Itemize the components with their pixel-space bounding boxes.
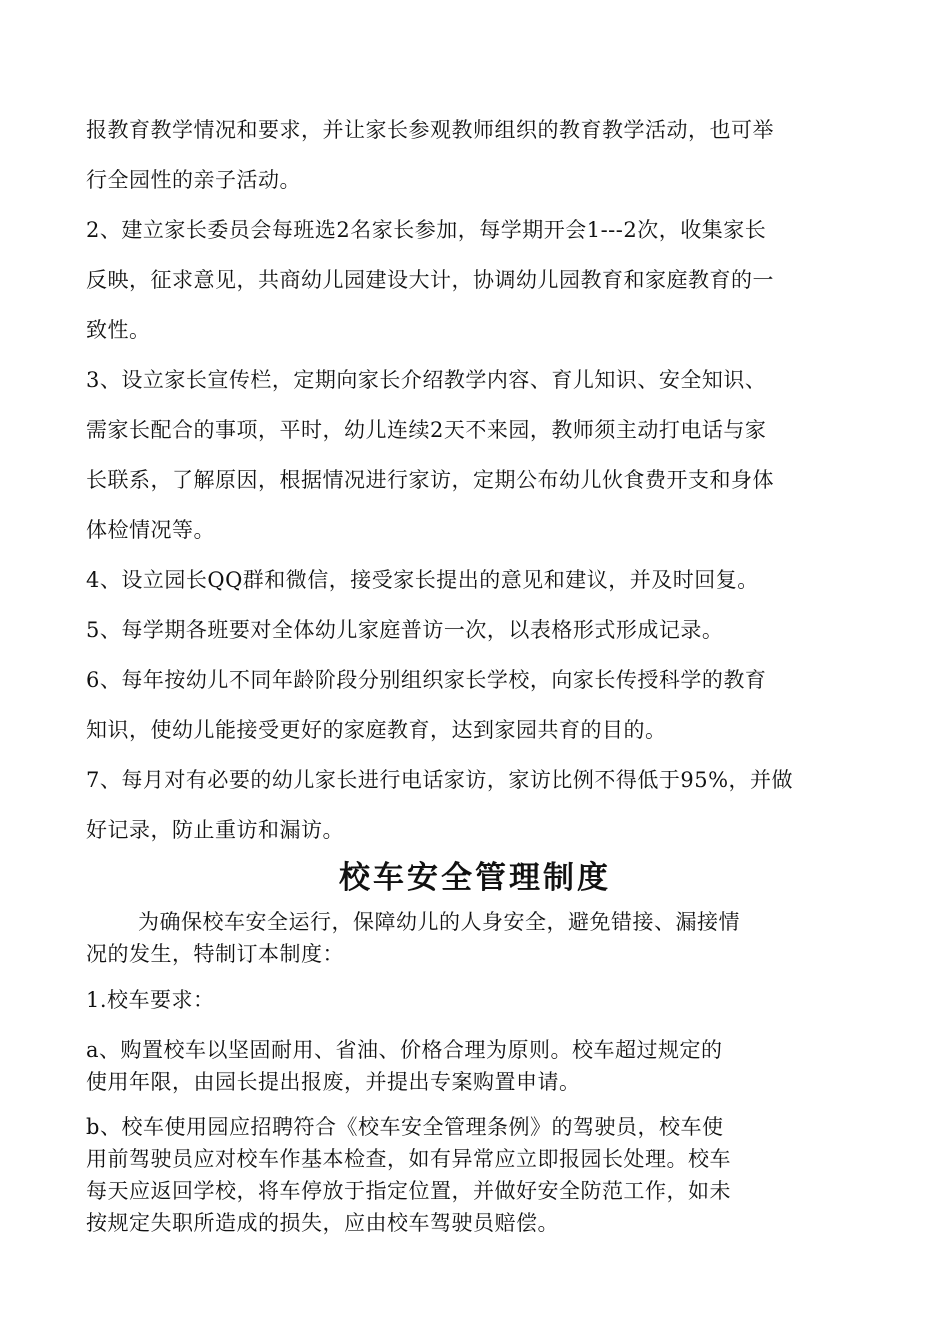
- text-line: 4、设立园长QQ群和微信，接受家长提出的意见和建议，并及时回复。: [86, 568, 759, 592]
- text-line: 按规定失职所造成的损失，应由校车驾驶员赔偿。: [86, 1211, 559, 1235]
- text-line: 反映，征求意见，共商幼儿园建设大计，协调幼儿园教育和家庭教育的一: [86, 268, 774, 292]
- item-b-paragraph: [86, 1111, 866, 1239]
- text-line: 体检情况等。: [86, 518, 215, 542]
- part1-paragraphs: [86, 105, 866, 855]
- text-line: 为确保校车安全运行，保障幼儿的人身安全，避免错接、漏接情: [138, 910, 740, 934]
- text-line: 致性。: [86, 318, 151, 342]
- text-line: 好记录，防止重访和漏访。: [86, 818, 344, 842]
- text-line: 况的发生，特制订本制度：: [86, 942, 344, 966]
- intro-paragraph: [86, 906, 866, 970]
- heading-vehicle-requirements: [86, 984, 866, 1016]
- text-line: 3、设立家长宣传栏，定期向家长介绍教学内容、育儿知识、安全知识、: [86, 368, 767, 392]
- text-line: 2、建立家长委员会每班选2名家长参加，每学期开会1---2次，收集家长: [86, 218, 767, 242]
- text-line: 行全园性的亲子活动。: [86, 168, 301, 192]
- text-line: b、校车使用园应招聘符合《校车安全管理条例》的驾驶员，校车使: [86, 1115, 724, 1139]
- item-a-paragraph: [86, 1034, 866, 1098]
- section-title: 校车安全管理制度: [339, 860, 611, 896]
- text-line: 需家长配合的事项，平时，幼儿连续2天不来园，教师须主动打电话与家: [86, 418, 767, 442]
- text-line: 6、每年按幼儿不同年龄阶段分别组织家长学校，向家长传授科学的教育: [86, 668, 767, 692]
- text-line: a、购置校车以坚固耐用、省油、价格合理为原则。校车超过规定的: [86, 1038, 723, 1062]
- text-line: 1.校车要求：: [86, 988, 215, 1012]
- text-line: 用前驾驶员应对校车作基本检查，如有异常应立即报园长处理。校车: [86, 1147, 731, 1171]
- text-line: 使用年限，由园长提出报废，并提出专案购置申请。: [86, 1070, 581, 1094]
- text-line: 5、每学期各班要对全体幼儿家庭普访一次，以表格形式形成记录。: [86, 618, 724, 642]
- text-line: 每天应返回学校，将车停放于指定位置，并做好安全防范工作，如未: [86, 1179, 731, 1203]
- text-line: 报教育教学情况和要求，并让家长参观教师组织的教育教学活动，也可举: [86, 118, 774, 142]
- text-line: 长联系，了解原因，根据情况进行家访，定期公布幼儿伙食费开支和身体: [86, 468, 774, 492]
- text-line: 7、每月对有必要的幼儿家长进行电话家访，家访比例不得低于95%，并做: [86, 768, 794, 792]
- text-line: 知识，使幼儿能接受更好的家庭教育，达到家园共育的目的。: [86, 718, 667, 742]
